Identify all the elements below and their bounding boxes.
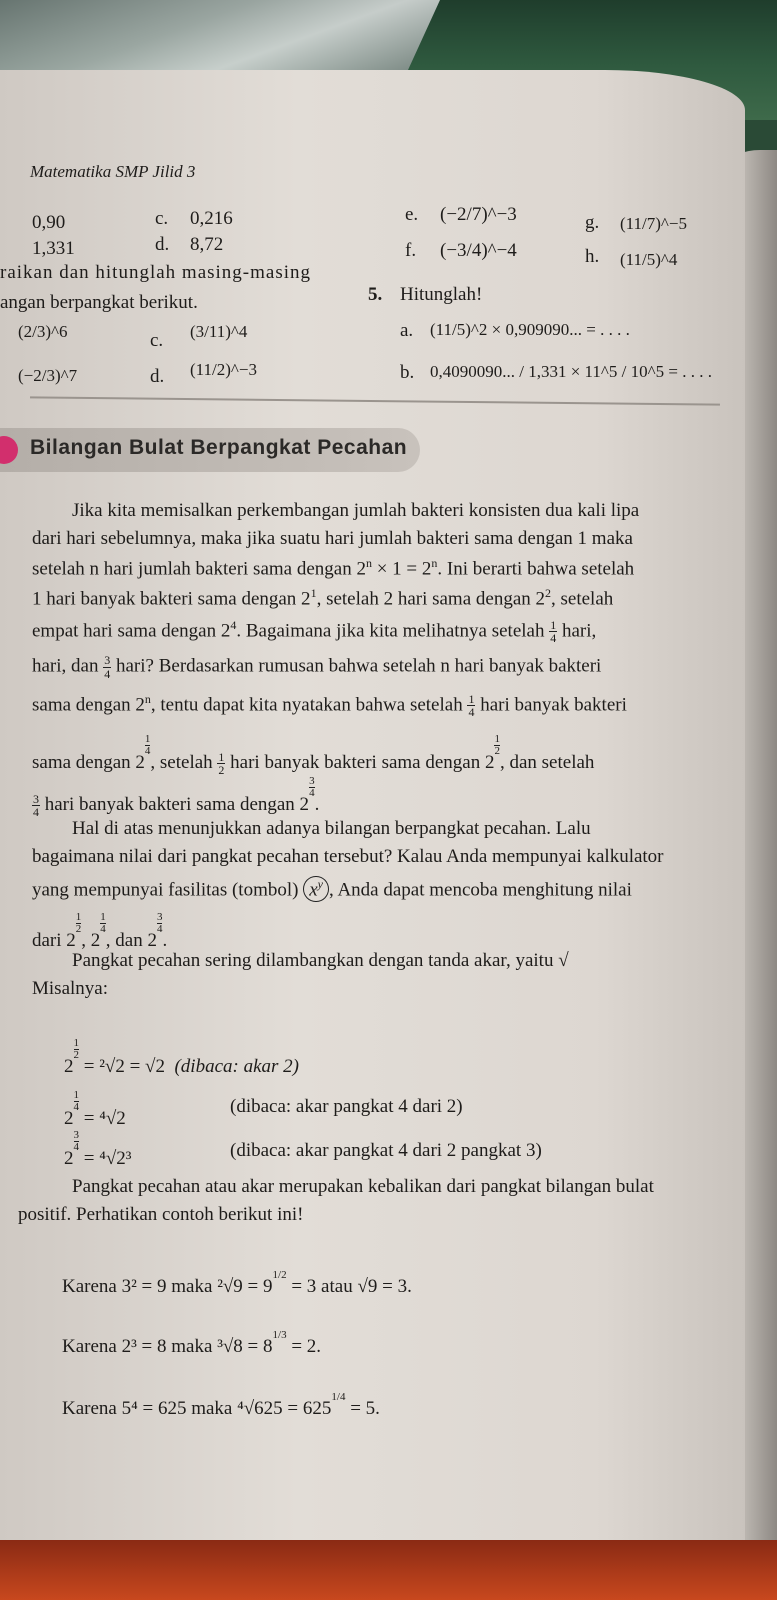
para2-line1: Hal di atas menunjukkan adanya bilangan berpangkat pecahan. Lalu [72, 818, 591, 839]
item-c-value: 0,216 [190, 208, 233, 229]
item-g-label: g. [585, 212, 600, 233]
para1-line4: 1 hari banyak bakteri sama dengan $2^1$, setelah 2 hari sama dengan $2^2$, setelah [32, 586, 614, 610]
q4-item-a: (2/3)^6 [18, 322, 68, 341]
q4-item-b: (−2/3)^7 [18, 366, 78, 385]
karena-3: Karena 5⁴ = 625 maka ⁴√625 = 6251/4 = 5. [62, 1391, 380, 1419]
para3-line2: Misalnya: [32, 978, 108, 999]
example-2-note: (dibaca: akar pangkat 4 dari 2) [230, 1096, 463, 1117]
running-header: Matematika SMP Jilid 3 [30, 162, 196, 181]
q5-a-label: a. [400, 320, 414, 341]
para1-line3: setelah n hari jumlah bakteri sama dengan $2^n \times 1 = 2^n$. Ini berarti bahwa setelah [32, 556, 635, 580]
q4-item-d: (11/2)^−3 [190, 360, 257, 379]
q4-item-c-label: c. [150, 330, 164, 351]
section-title: Bilangan Bulat Berpangkat Pecahan [30, 436, 408, 459]
para3-line1: Pangkat pecahan sering dilambangkan dengan tanda akar, yaitu √ [72, 950, 569, 971]
item-f-label: f. [405, 240, 417, 261]
q4-item-d-label: d. [150, 366, 165, 387]
calculator-xy-button-icon: $x^y$ [303, 876, 329, 902]
para1-line5: empat hari sama dengan $2^4$. Bagaimana jika kita melihatnya setelah $\frac{1}{4}$ hari, [32, 617, 597, 646]
para2-line4: dari 2 $\frac{1}{2}$, 2 $\frac{1}{4}$, dan 2 $\frac{3}{4}$. [32, 911, 168, 951]
para1-line1: Jika kita memisalkan perkembangan jumlah bakteri konsisten dua kali lipa [72, 500, 640, 521]
item-f-value: (−3/4)^−4 [440, 240, 517, 261]
q5-b-label: b. [400, 362, 415, 383]
bullet-icon [0, 436, 18, 464]
q5-a: (11/5)^2 × 0,909090... = . . . . [430, 320, 630, 339]
item-g-value: (11/7)^−5 [620, 214, 687, 233]
instruction-4-line2: angan berpangkat berikut. [0, 292, 198, 313]
para1-line8: sama dengan 2 $\frac{1}{4}$, setelah $\frac{1}{2}$ hari banyak bakteri sama dengan 2 $\frac{1}{2}$, dan setelah [32, 733, 595, 778]
q4-item-c: (3/11)^4 [190, 322, 248, 341]
para2-line3: yang mempunyai fasilitas (tombol) $x^y$ , Anda dapat mencoba menghitung nilai [32, 877, 632, 901]
example-3-note: (dibaca: akar pangkat 4 dari 2 pangkat 3) [230, 1140, 542, 1161]
item-h-value: (11/5)^4 [620, 250, 678, 269]
q5-b: 0,4090090... / 1,331 × 11^5 / 10^5 = . . . . [430, 362, 712, 381]
item-h-label: h. [585, 246, 600, 267]
answer-a: 0,90 [32, 212, 66, 233]
para4-line2: positif. Perhatikan contoh berikut ini! [18, 1204, 304, 1225]
para1-line9: $\frac{3}{4}$ hari banyak bakteri sama dengan 2 $\frac{3}{4}$. [33, 775, 320, 820]
para4-line1: Pangkat pecahan atau akar merupakan kebalikan dari pangkat bilangan bulat [72, 1176, 654, 1197]
q5-number: 5. [368, 284, 383, 305]
item-e-label: e. [405, 204, 419, 225]
item-d-value: 8,72 [190, 234, 224, 255]
section-header [0, 428, 420, 472]
item-e-value: (−2/7)^−3 [440, 204, 517, 225]
example-2: 2 $\frac{1}{4} = ^4√2$ [64, 1089, 126, 1129]
instruction-4-line1: raikan dan hitunglah masing-masing [0, 262, 312, 283]
para1-line6: hari, dan $\frac{3}{4}$ hari? Berdasarkan rumusan bahwa setelah n hari banyak bakteri [32, 653, 602, 681]
answer-b: 1,331 [32, 238, 75, 259]
para1-line2: dari hari sebelumnya, maka jika suatu hari jumlah bakteri sama dengan 1 maka [32, 528, 633, 549]
q5-title: Hitunglah! [400, 284, 483, 305]
karena-1: Karena 3² = 9 maka ²√9 = 91/2 = 3 atau √9 = 3. [62, 1269, 412, 1297]
para2-line2: bagaimana nilai dari pangkat pecahan tersebut? Kalau Anda mempunyai kalkulator [32, 846, 664, 867]
example-1: 2 $\frac{1}{2} = ^2√2 = √2$ (dibaca: akar 2) [64, 1037, 300, 1077]
background-bottom [0, 1540, 777, 1600]
para1-line7: sama dengan 2$^n$, tentu dapat kita nyatakan bahwa setelah $\frac{1}{4}$ hari banyak bakteri [32, 691, 627, 720]
item-d-label: d. [155, 234, 170, 255]
item-c-label: c. [155, 208, 169, 229]
example-3: 2 $\frac{3}{4} = ^4√2^3$ [64, 1129, 132, 1169]
karena-2: Karena 2³ = 8 maka ³√8 = 81/3 = 2. [62, 1329, 322, 1357]
